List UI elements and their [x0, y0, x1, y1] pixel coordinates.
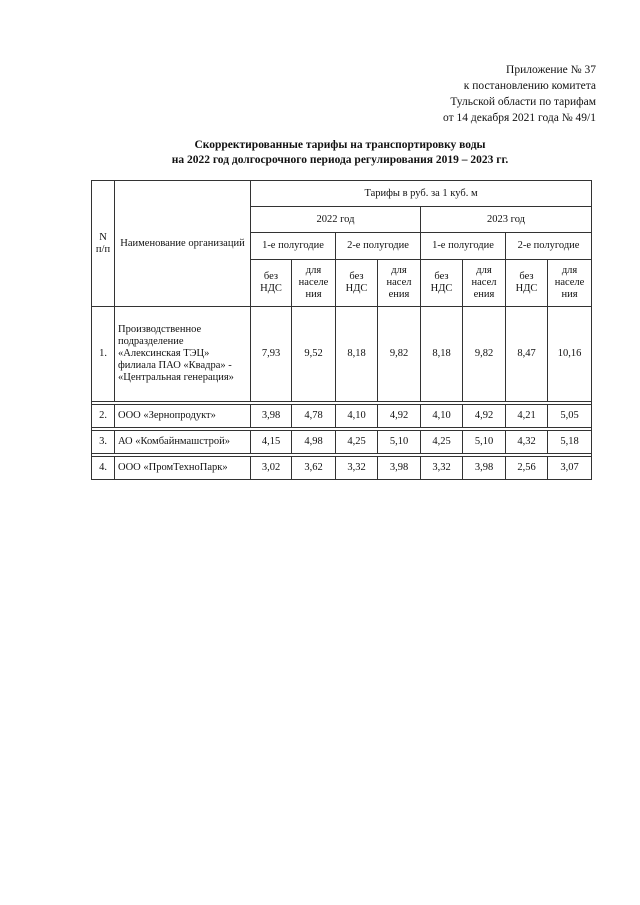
- row-value: 5,10: [463, 431, 506, 454]
- half-header: 2-е полугодие: [336, 233, 421, 260]
- subcol-header: без НДС: [421, 260, 463, 307]
- title-line-1: Скорректированные тарифы на транспортировку воды: [194, 139, 486, 151]
- table-row: [92, 431, 592, 454]
- row-num: 3.: [92, 431, 115, 454]
- row-value: 4,25: [421, 431, 463, 454]
- row-value: 4,78: [292, 405, 336, 428]
- row-num: 4.: [92, 457, 115, 480]
- row-value: 5,18: [548, 431, 592, 454]
- row-value: 7,93: [251, 307, 292, 402]
- row-value: 9,52: [292, 307, 336, 402]
- row-num: 1.: [92, 307, 115, 402]
- title-line-2: на 2022 год долгосрочного периода регулирования 2019 – 2023 гг.: [171, 154, 509, 166]
- half-header: 1-е полугодие: [251, 233, 336, 260]
- row-value: 3,62: [292, 457, 336, 480]
- row-value: 4,15: [251, 431, 292, 454]
- year-header-2023: 2023 год: [421, 207, 592, 233]
- row-value: 3,02: [251, 457, 292, 480]
- row-org-name: АО «Комбайнмашстрой»: [115, 431, 251, 454]
- row-value: 8,47: [506, 307, 548, 402]
- row-value: 4,10: [336, 405, 378, 428]
- tariffs-header: Тарифы в руб. за 1 куб. м: [251, 181, 592, 207]
- row-value: 5,05: [548, 405, 592, 428]
- year-header-2022: 2022 год: [251, 207, 421, 233]
- table-row: [92, 307, 592, 402]
- row-value: 3,98: [378, 457, 421, 480]
- row-value: 3,98: [463, 457, 506, 480]
- row-value: 3,32: [421, 457, 463, 480]
- col-header-num: N п/п: [92, 181, 115, 307]
- subcol-header: без НДС: [506, 260, 548, 307]
- row-org-name: Производственное подразделение «Алексинская ТЭЦ» филиала ПАО «Квадра» - «Центральная генерация»: [115, 307, 251, 402]
- row-value: 4,92: [378, 405, 421, 428]
- subcol-header: для насел ения: [378, 260, 421, 307]
- annex-block: [443, 62, 596, 126]
- row-value: 10,16: [548, 307, 592, 402]
- annex-line-4: от 14 декабря 2021 года № 49/1: [443, 112, 596, 124]
- subcol-header: для насел ения: [463, 260, 506, 307]
- row-value: 8,18: [336, 307, 378, 402]
- subcol-header: без НДС: [336, 260, 378, 307]
- table-row: [92, 457, 592, 480]
- row-value: 3,07: [548, 457, 592, 480]
- annex-line-3: Тульской области по тарифам: [450, 96, 596, 108]
- row-value: 9,82: [463, 307, 506, 402]
- row-value: 3,98: [251, 405, 292, 428]
- annex-line-1: Приложение № 37: [506, 64, 596, 76]
- row-org-name: ООО «Зернопродукт»: [115, 405, 251, 428]
- document-title: [90, 138, 590, 168]
- annex-line-2: к постановлению комитета: [463, 80, 596, 92]
- row-num: 2.: [92, 405, 115, 428]
- tariffs-table: [91, 180, 592, 480]
- subcol-header: без НДС: [251, 260, 292, 307]
- row-value: 5,10: [378, 431, 421, 454]
- row-value: 8,18: [421, 307, 463, 402]
- subcol-header: для населе ния: [292, 260, 336, 307]
- row-value: 3,32: [336, 457, 378, 480]
- subcol-header: для населе ния: [548, 260, 592, 307]
- row-org-name: ООО «ПромТехноПарк»: [115, 457, 251, 480]
- half-header: 1-е полугодие: [421, 233, 506, 260]
- row-value: 4,21: [506, 405, 548, 428]
- row-value: 4,32: [506, 431, 548, 454]
- half-header: 2-е полугодие: [506, 233, 592, 260]
- row-value: 4,98: [292, 431, 336, 454]
- row-value: 4,10: [421, 405, 463, 428]
- row-value: 4,25: [336, 431, 378, 454]
- row-value: 9,82: [378, 307, 421, 402]
- row-value: 4,92: [463, 405, 506, 428]
- row-value: 2,56: [506, 457, 548, 480]
- col-header-name: Наименование организаций: [115, 181, 251, 307]
- table-row: [92, 405, 592, 428]
